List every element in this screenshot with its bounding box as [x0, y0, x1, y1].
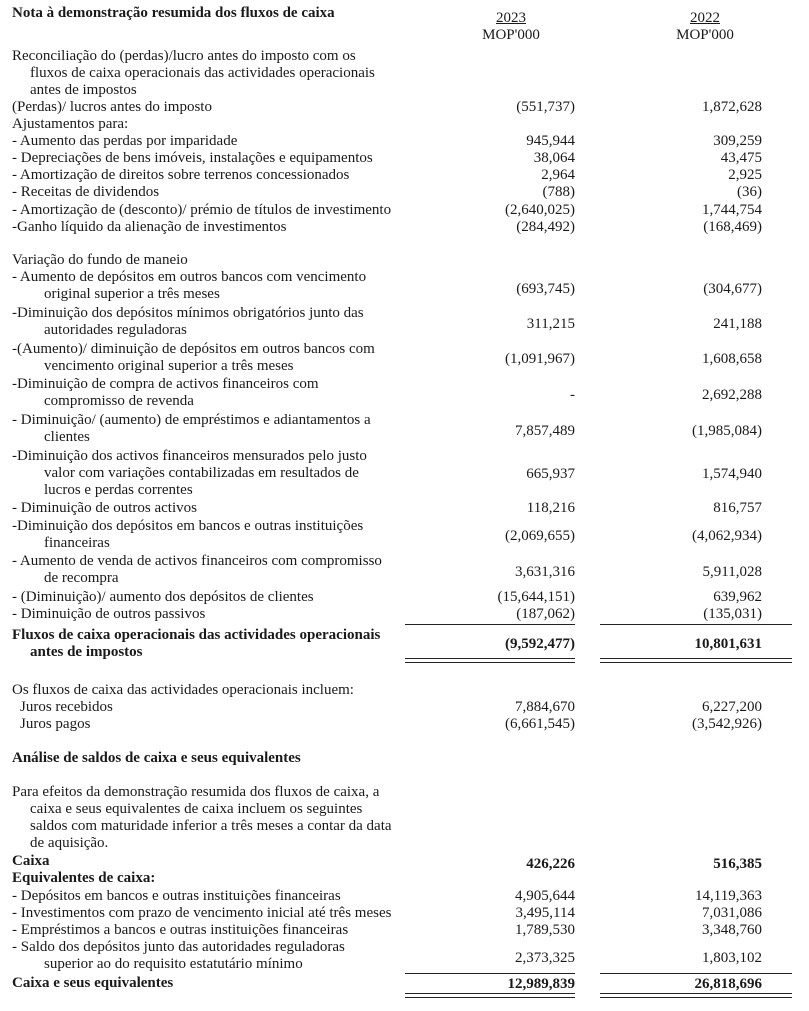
value-2022: 309,259 [713, 133, 762, 149]
row-label-continued: original superior a três meses [44, 286, 220, 302]
row-label: - Aumento de depósitos em outros bancos com vencimento [12, 269, 367, 285]
value-2023: 2,964 [541, 167, 575, 183]
subtotal-rule [600, 624, 792, 625]
row-label: - Aumento das perdas por imparidade [12, 133, 238, 149]
value-2023: 3,631,316 [515, 564, 575, 580]
row-label: Fluxos de caixa operacionais das actividades operacionais [12, 627, 381, 643]
row-label: - Diminuição de outros passivos [12, 606, 206, 622]
value-2022: 7,031,086 [702, 905, 762, 921]
row-label: - Amortização de (desconto)/ prémio de títulos de investimento [12, 202, 392, 218]
row-label: - Amortização de direitos sobre terrenos concessionados [12, 167, 350, 183]
row-label-continued: financeiras [44, 535, 110, 551]
reconciliation-heading-line: Reconciliação do (perdas)/lucro antes do imposto com os [12, 48, 356, 64]
row-label: - Depreciações de bens imóveis, instalações e equipamentos [12, 150, 373, 166]
value-2022: 816,757 [713, 500, 762, 516]
equivalents-heading: Equivalentes de caixa: [12, 870, 156, 886]
page-title: Nota à demonstração resumida dos fluxos de caixa [12, 5, 335, 21]
value-2022: 10,801,631 [694, 636, 762, 652]
total-double-rule [405, 993, 575, 998]
row-label: -Diminuição dos depósitos mínimos obrigatórios junto das [12, 305, 364, 321]
row-label-continued: clientes [44, 429, 90, 445]
row-label: -Diminuição dos depósitos em bancos e outras instituições [12, 518, 364, 534]
value-2022: 14,119,363 [695, 888, 762, 904]
paragraph-line: de aquisição. [30, 835, 109, 851]
total-double-rule [600, 993, 792, 998]
value-2023: 2,373,325 [515, 950, 575, 966]
value-2022: 241,188 [713, 316, 762, 332]
row-label: - Diminuição/ (aumento) de empréstimos e adiantamentos a [12, 412, 371, 428]
row-label: -(Aumento)/ diminuição de depósitos em outros bancos com [12, 341, 375, 357]
value-2023: (2,640,025) [505, 202, 575, 218]
reconciliation-heading-line: fluxos de caixa operacionais das actividades operacionais [30, 65, 375, 81]
row-label-continued: autoridades reguladoras [44, 322, 187, 338]
value-2022: (168,469) [703, 219, 762, 235]
value-2022: (36) [737, 184, 762, 200]
value-2022: (1,985,084) [692, 423, 762, 439]
value-2023: 12,989,839 [507, 976, 575, 992]
subtotal-rule [405, 973, 575, 974]
value-2022: 516,385 [713, 856, 762, 872]
value-2022: 5,911,028 [702, 564, 762, 580]
value-2022: 3,348,760 [702, 922, 762, 938]
row-label: (Perdas)/ lucros antes do imposto [12, 99, 212, 115]
row-label-continued: de recompra [44, 570, 119, 586]
paragraph-line: saldos com maturidade inferior a três meses a contar da data [30, 818, 392, 834]
value-2022: 26,818,696 [694, 976, 762, 992]
value-2022: 639,962 [713, 589, 762, 605]
row-label: - Saldo dos depósitos junto das autoridades reguladoras [12, 939, 345, 955]
column-unit: MOP'000 [482, 27, 540, 43]
value-2022: 1,574,940 [702, 466, 762, 482]
row-label: - Investimentos com prazo de vencimento inicial até três meses [12, 905, 392, 921]
value-2023: 38,064 [533, 150, 575, 166]
value-2023: 665,937 [526, 466, 575, 482]
column-header-2023 [451, 10, 571, 44]
total-double-rule [600, 658, 792, 663]
value-2023: (693,745) [516, 281, 575, 297]
value-2022: 6,227,200 [702, 699, 762, 715]
value-2022: 1,872,628 [702, 99, 762, 115]
column-header-2022 [645, 10, 765, 44]
value-2023: 4,905,644 [515, 888, 575, 904]
row-label: - Empréstimos a bancos e outras instituições financeiras [12, 922, 349, 938]
value-2022: (3,542,926) [692, 716, 762, 732]
working-capital-heading: Variação do fundo de maneio [12, 252, 188, 268]
row-label: -Diminuição de compra de activos financeiros com [12, 376, 319, 392]
value-2023: - [570, 387, 575, 403]
value-2023: (15,644,151) [497, 589, 575, 605]
value-2022: 1,608,658 [702, 351, 762, 367]
interest-heading: Os fluxos de caixa das actividades operacionais incluem: [12, 682, 354, 698]
row-label: -Ganho líquido da alienação de investimentos [12, 219, 287, 235]
row-label: - Diminuição de outros activos [12, 500, 197, 516]
row-label: Juros pagos [20, 716, 91, 732]
row-label-continued: antes de impostos [30, 644, 143, 660]
value-2022: 1,744,754 [702, 202, 762, 218]
value-2023: (1,091,967) [505, 351, 575, 367]
value-2022: (4,062,934) [692, 528, 762, 544]
row-label: - Depósitos em bancos e outras instituições financeiras [12, 888, 341, 904]
subtotal-rule [405, 624, 575, 625]
value-2023: (551,737) [516, 99, 575, 115]
row-label: Juros recebidos [20, 699, 113, 715]
value-2023: (788) [542, 184, 575, 200]
column-year: 2022 [690, 10, 720, 26]
paragraph-line: caixa e seus equivalentes de caixa incluem os seguintes [30, 801, 363, 817]
value-2023: (9,592,477) [505, 636, 575, 652]
row-label: Caixa [12, 853, 50, 869]
value-2023: 3,495,114 [515, 905, 575, 921]
row-label-continued: superior ao do requisito estatutário mínimo [44, 956, 303, 972]
value-2023: 1,789,530 [515, 922, 575, 938]
value-2023: (6,661,545) [505, 716, 575, 732]
value-2023: 426,226 [526, 856, 575, 872]
row-label-continued: valor com variações contabilizadas em resultados de [44, 465, 359, 481]
row-label: - Aumento de venda de activos financeiros com compromisso [12, 553, 382, 569]
column-unit: MOP'000 [676, 27, 734, 43]
total-double-rule [405, 658, 575, 663]
paragraph-line: Para efeitos da demonstração resumida dos fluxos de caixa, a [12, 784, 380, 800]
adjustments-heading: Ajustamentos para: [12, 116, 129, 132]
row-label: Caixa e seus equivalentes [12, 975, 174, 991]
reconciliation-heading-line: antes de impostos [30, 82, 137, 98]
cash-analysis-heading: Análise de saldos de caixa e seus equivalentes [12, 750, 301, 766]
row-label: - Receitas de dividendos [12, 184, 160, 200]
value-2023: (284,492) [516, 219, 575, 235]
row-label-continued: compromisso de revenda [44, 393, 194, 409]
value-2023: 7,884,670 [515, 699, 575, 715]
value-2023: (2,069,655) [505, 528, 575, 544]
row-label-continued: vencimento original superior a três meses [44, 358, 294, 374]
subtotal-rule [600, 973, 792, 974]
row-label-continued: lucros e perdas correntes [44, 482, 193, 498]
value-2022: 2,692,288 [702, 387, 762, 403]
value-2023: (187,062) [516, 606, 575, 622]
value-2023: 311,215 [526, 316, 575, 332]
value-2022: 1,803,102 [702, 950, 762, 966]
value-2023: 945,944 [526, 133, 575, 149]
row-label: -Diminuição dos activos financeiros mensurados pelo justo [12, 448, 367, 464]
value-2022: 43,475 [720, 150, 762, 166]
row-label: - (Diminuição)/ aumento dos depósitos de clientes [12, 589, 314, 605]
value-2022: 2,925 [728, 167, 762, 183]
value-2023: 7,857,489 [515, 423, 575, 439]
value-2022: (304,677) [703, 281, 762, 297]
value-2022: (135,031) [703, 606, 762, 622]
column-year: 2023 [496, 10, 526, 26]
value-2023: 118,216 [526, 500, 575, 516]
